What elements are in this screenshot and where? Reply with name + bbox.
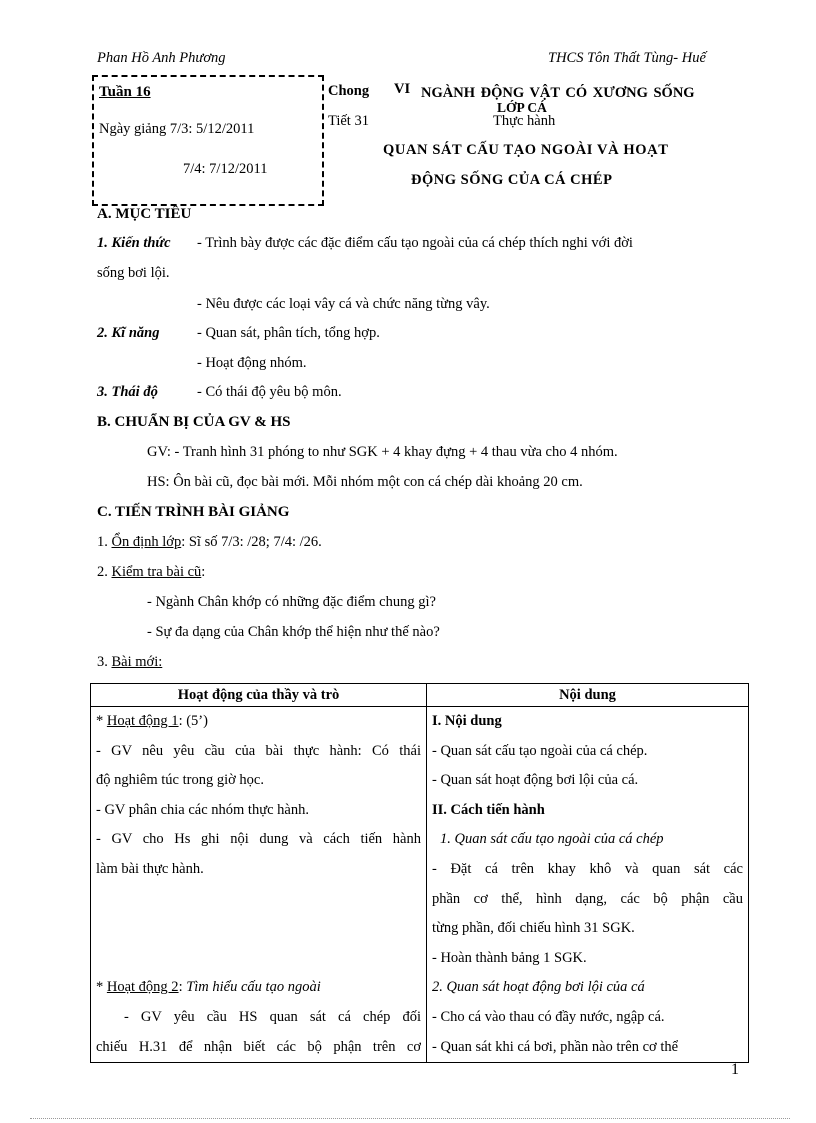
class-name: LỚP CÁ [497, 100, 547, 115]
content-subheading-2: 2. Quan sát hoạt động bơi lội của cá [432, 979, 645, 996]
knowledge-line-1b: sống bơi lội. [97, 265, 170, 281]
step-2-label: Kiểm tra bài cũ [111, 564, 202, 580]
content-heading-1: I. Nội dung [432, 713, 502, 729]
skill-line-2: - Hoạt động nhóm. [197, 355, 307, 371]
step-1-text: : Sĩ số 7/3: /28; 7/4: /26. [181, 534, 322, 550]
header-school: THCS Tôn Thất Tùng- Huế [548, 50, 706, 66]
step-1-label: Ổn định lớp [111, 534, 182, 550]
attitude-label: 3. Thái độ [97, 384, 158, 400]
lesson-table [90, 683, 749, 1063]
week-label: Tuần 16 [99, 84, 151, 100]
activity-line: độ nghiêm túc trong giờ học. [96, 772, 264, 789]
review-question-2: - Sự đa dạng của Chân khớp thể hiện như thế nào? [147, 624, 440, 640]
step-1 [97, 534, 322, 551]
hs-preparation: HS: Ôn bài cũ, đọc bài mới. Mỗi nhóm một con cá chép dài khoảng 20 cm. [147, 474, 583, 490]
step-2-colon: : [201, 564, 206, 580]
section-a-heading: A. MỤC TIÊU [97, 206, 192, 222]
practice-label: Thực hành [493, 113, 556, 129]
activity-line: - GV nêu yêu cầu của bài thực hành: Có thái [96, 742, 421, 759]
skill-label: 2. Kĩ năng [97, 325, 160, 341]
page-number: 1 [731, 1061, 739, 1078]
step-3-number: 3. [97, 654, 108, 670]
section-c-heading: C. TIẾN TRÌNH BÀI GIẢNG [97, 504, 290, 520]
step-3 [97, 654, 162, 671]
chapter-label: Chong [328, 83, 370, 99]
section-b-heading: B. CHUẨN BỊ CỦA GV & HS [97, 414, 291, 430]
content-line: - Cho cá vào thau có đầy nước, ngập cá. [432, 1008, 665, 1025]
content-line: - Đặt cá trên khay khô và quan sát các [432, 860, 743, 877]
review-question-1: - Ngành Chân khớp có những đặc điểm chung gì? [147, 594, 436, 610]
gv-preparation: GV: - Tranh hình 31 phóng to như SGK + 4 khay đựng + 4 thau vừa cho 4 nhóm. [147, 444, 618, 460]
knowledge-line-1: - Trình bày được các đặc điểm cấu tạo ngoài của cá chép thích nghi với đời [197, 235, 633, 251]
activity-line: - GV phân chia các nhóm thực hành. [96, 801, 309, 818]
knowledge-label: 1. Kiến thức [97, 235, 171, 251]
activity-line: - GV yêu cầu HS quan sát cá chép đối [124, 1008, 421, 1025]
content-line: - Quan sát hoạt động bơi lội của cá. [432, 772, 639, 789]
content-line: từng phần, đối chiếu hình 31 SGK. [432, 920, 635, 937]
step-3-label: Bài mới: [111, 654, 163, 670]
content-header: Nội dung [427, 684, 749, 707]
content-subheading-1: 1. Quan sát cấu tạo ngoài của cá chép [440, 831, 664, 848]
activity-2-heading: * Hoạt động 2: Tìm hiểu cấu tạo ngoài [96, 979, 321, 996]
activity-line: chiếu H.31 để nhận biết các bộ phận trên cơ [96, 1038, 421, 1055]
chapter-name: NGÀNH ĐỘNG VẬT CÓ XƯƠNG SỐNG [421, 85, 695, 101]
content-column [427, 707, 749, 1063]
page-divider [30, 1118, 790, 1119]
activity-line: làm bài thực hành. [96, 860, 204, 877]
chapter-number: VI [394, 81, 411, 97]
attitude-line-1: - Có thái độ yêu bộ môn. [197, 384, 342, 400]
content-line: phần cơ thể, hình dạng, các bộ phận cầu [432, 890, 743, 907]
lesson-title-line1: QUAN SÁT CẤU TẠO NGOÀI VÀ HOẠT [383, 142, 669, 158]
activity-line: - GV cho Hs ghi nội dung và cách tiến hành [96, 831, 421, 848]
step-1-number: 1. [97, 534, 108, 550]
teacher-student-activity-header: Hoạt động của thầy và trò [91, 684, 427, 707]
content-line: - Quan sát cấu tạo ngoài của cá chép. [432, 742, 648, 759]
skill-line-1: - Quan sát, phân tích, tổng hợp. [197, 325, 380, 341]
content-heading-2: II. Cách tiến hành [432, 801, 545, 818]
content-line: - Hoàn thành bảng 1 SGK. [432, 949, 587, 966]
header-author: Phan Hồ Anh Phương [97, 50, 226, 66]
step-2-number: 2. [97, 564, 108, 580]
activity-column [91, 707, 427, 1063]
teaching-date-2: 7/4: 7/12/2011 [183, 161, 268, 177]
knowledge-line-2: - Nêu được các loại vây cá và chức năng từng vây. [197, 296, 490, 312]
teaching-date-1: Ngày giảng 7/3: 5/12/2011 [99, 121, 255, 137]
activity-1-heading: * Hoạt động 1: (5’) [96, 713, 208, 729]
lesson-number: Tiết 31 [328, 113, 369, 129]
step-2 [97, 564, 205, 581]
lesson-title-line2: ĐỘNG SỐNG CỦA CÁ CHÉP [411, 172, 613, 188]
content-line: - Quan sát khi cá bơi, phần nào trên cơ thể [432, 1038, 679, 1055]
